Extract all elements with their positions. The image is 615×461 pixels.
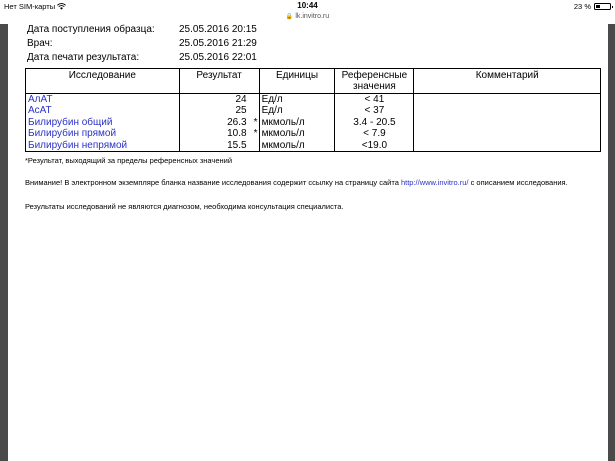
result-cell [179, 94, 259, 106]
invitro-link[interactable]: http://www.invitro.ru/ [400, 178, 469, 187]
battery-icon [594, 3, 611, 10]
comment-cell [414, 94, 601, 106]
reference-cell: < 7.9 [335, 128, 414, 139]
meta-value-printed: 25.05.2016 22:01 [179, 52, 257, 63]
header-units: Единицы [259, 69, 335, 94]
result-value: 26.3 [227, 116, 247, 128]
battery-percent: 23 % [573, 2, 591, 11]
comment-cell [414, 140, 601, 152]
header-reference: Референсные значения [335, 69, 414, 94]
disclaimer: Результаты исследований не являются диагнозом, необходима консультация специалиста. [25, 202, 344, 211]
test-link[interactable]: Билирубин непрямой [26, 140, 180, 152]
reference-cell: <19.0 [335, 140, 414, 152]
footnote: *Результат, выходящий за пределы референсных значений [25, 156, 233, 165]
watermark: @MinimaApp [480, 433, 604, 454]
meta-label-doctor: Врач: [27, 38, 53, 49]
notice-text-before: Внимание! В электронном экземпляре бланка название исследования содержит ссылку на страницу сайта [25, 178, 401, 187]
meta-label-received: Дата поступления образца: [27, 24, 155, 35]
result-value: 15.5 [227, 139, 247, 151]
url-text: lk.invitro.ru [295, 13, 330, 20]
lock-icon: 🔒 [285, 14, 294, 20]
unit-cell: мкмоль/л [259, 128, 335, 139]
table-header-row [26, 69, 601, 94]
table-row [26, 128, 601, 139]
header-test: Исследование [26, 69, 180, 94]
results-table [25, 68, 601, 152]
meta-value-received: 25.05.2016 20:15 [179, 24, 257, 35]
comment-cell [414, 128, 601, 139]
comment-cell [414, 105, 601, 116]
unit-cell: мкмоль/л [259, 140, 335, 152]
result-cell [179, 117, 259, 128]
result-value: 10.8 [227, 128, 247, 140]
table-row [26, 140, 601, 152]
header-result: Результат [179, 69, 259, 94]
status-bar [0, 0, 615, 13]
address-bar[interactable] [0, 13, 615, 24]
notice-text-after: с описанием исследования. [468, 178, 568, 187]
reference-cell: < 37 [335, 105, 414, 116]
header-comment: Комментарий [414, 69, 601, 94]
result-cell [179, 105, 259, 116]
out-of-range-flag: * [253, 116, 258, 128]
table-row [26, 117, 601, 128]
table-row [26, 94, 601, 106]
result-document [8, 24, 608, 461]
out-of-range-flag: * [253, 128, 258, 140]
comment-cell [414, 117, 601, 128]
reference-cell: 3.4 - 20.5 [335, 117, 414, 128]
reference-cell: < 41 [335, 94, 414, 106]
unit-cell: Ед/л [259, 94, 335, 106]
unit-cell: мкмоль/л [259, 117, 335, 128]
result-cell [179, 140, 259, 152]
battery-group [574, 2, 611, 11]
result-cell [179, 128, 259, 139]
test-link[interactable]: АсАТ [26, 105, 180, 116]
test-link[interactable]: Билирубин общий [26, 117, 180, 128]
notice-text [25, 178, 570, 188]
table-row [26, 105, 601, 116]
meta-value-doctor: 25.05.2016 21:29 [179, 38, 257, 49]
unit-cell: Ед/л [259, 105, 335, 116]
test-link[interactable]: Билирубин прямой [26, 128, 180, 139]
test-link[interactable]: АлАТ [26, 94, 180, 106]
meta-label-printed: Дата печати результата: [27, 52, 140, 63]
carrier-label: Нет SIM-карты [4, 2, 56, 11]
clock: 10:44 [297, 1, 318, 10]
result-value: 25 [235, 105, 247, 117]
result-value: 24 [235, 94, 247, 105]
